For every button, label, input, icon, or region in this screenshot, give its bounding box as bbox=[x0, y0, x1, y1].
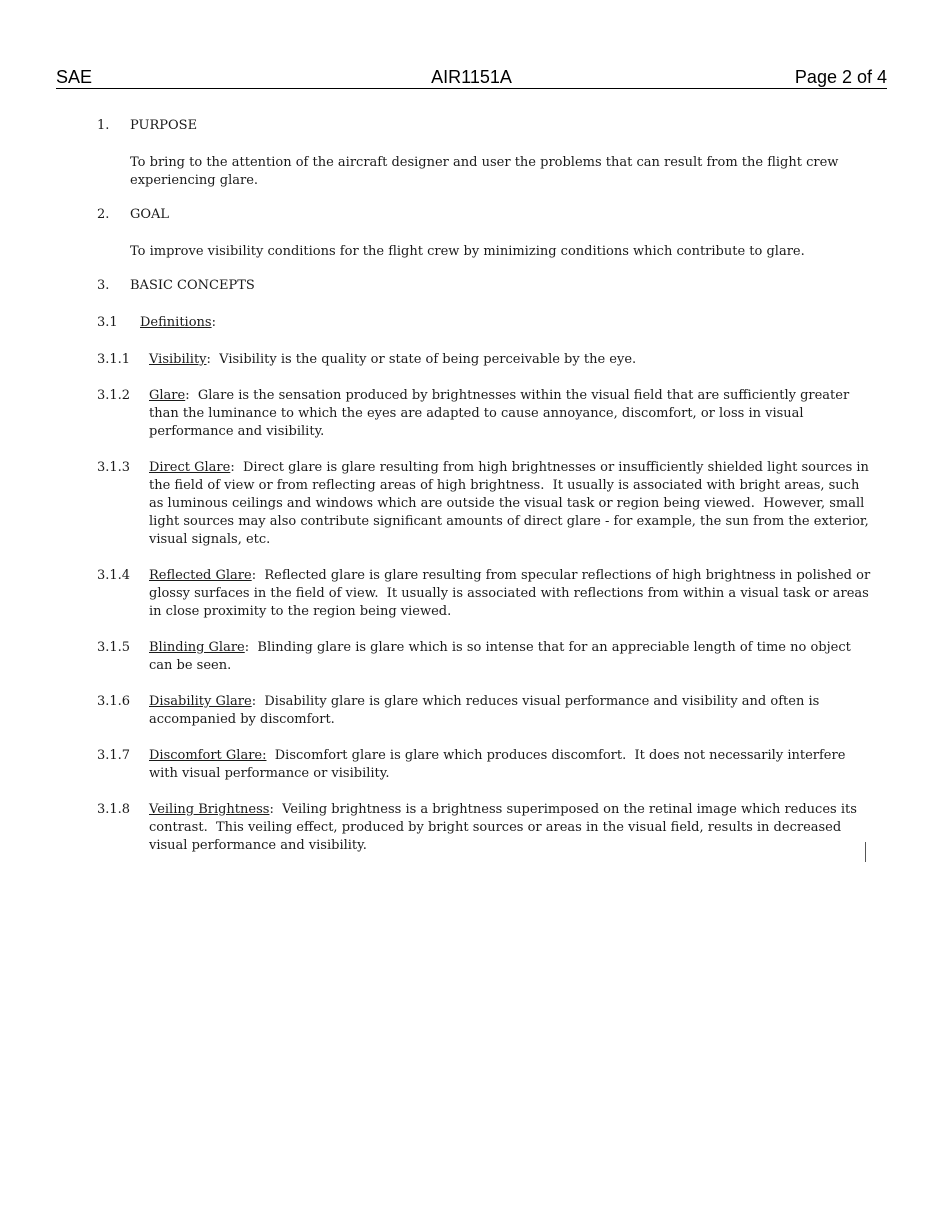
goal-text: To improve visibility conditions for the flight crew by minimizing conditions which contribute to glare. bbox=[130, 244, 805, 259]
section-number: 3.1 bbox=[97, 315, 118, 330]
definition-term: Visibility bbox=[149, 352, 207, 367]
definition-term: Glare bbox=[149, 388, 186, 403]
definition-term: Blinding Glare bbox=[149, 640, 245, 655]
header-org: SAE bbox=[56, 67, 93, 87]
definitions-colon: : bbox=[211, 315, 216, 330]
section-title bbox=[140, 314, 216, 332]
definition-separator: : bbox=[206, 352, 211, 367]
definition-body bbox=[149, 639, 871, 675]
definition-text: Blinding glare is glare which is so intense that for an appreciable length of time no object can be seen. bbox=[149, 640, 855, 673]
header-page-number: Page 2 of 4 bbox=[794, 67, 887, 87]
definition-text: Veiling brightness is a brightness superimposed on the retinal image which reduces its contrast. This veiling effect, produced by bright sources or areas in the visual field, results in decreased visual performance and visibility. bbox=[149, 802, 862, 853]
definition-number: 3.1.4 bbox=[97, 568, 131, 583]
section-number: 2. bbox=[97, 207, 110, 222]
definition-number: 3.1.6 bbox=[97, 694, 131, 709]
definition-separator: : bbox=[244, 640, 250, 655]
revision-bar bbox=[865, 842, 866, 862]
definition-text: Reflected glare is glare resulting from specular reflections of high brightness in polished or glossy surfaces in the field of view. It usually is associated with reflections from within a visual task or areas in close proximity to the region being viewed. bbox=[149, 568, 875, 619]
definition-body bbox=[149, 459, 874, 549]
definition-number: 3.1.3 bbox=[97, 460, 131, 475]
section-title: PURPOSE bbox=[130, 118, 198, 133]
section-title: GOAL bbox=[130, 207, 170, 222]
definition-term: Veiling Brightness bbox=[149, 802, 270, 817]
definition-body bbox=[149, 387, 871, 441]
definition-number: 3.1.2 bbox=[97, 388, 131, 403]
definition-separator: : bbox=[185, 388, 190, 403]
section-number: 1. bbox=[97, 118, 110, 133]
definition-term: Direct Glare bbox=[149, 460, 231, 475]
definition-text: Disability glare is glare which reduces visual performance and visibility and often is accompanied by discomfort. bbox=[149, 694, 824, 727]
definition-number: 3.1.1 bbox=[97, 352, 131, 367]
definitions-heading: Definitions bbox=[140, 315, 212, 330]
section-number: 3. bbox=[97, 278, 110, 293]
definition-term: Discomfort Glare: bbox=[149, 748, 267, 763]
definition-separator: : bbox=[251, 568, 257, 583]
definition-text: Glare is the sensation produced by brightnesses within the visual field that are sufficiently greater than the luminance to which the eyes are adapted to cause annoyance, discomfort, or loss in visual performance and visibility. bbox=[149, 388, 854, 439]
definition-number: 3.1.8 bbox=[97, 802, 131, 817]
definition-body bbox=[149, 693, 871, 729]
definition-term: Disability Glare bbox=[149, 694, 252, 709]
definition-body bbox=[149, 351, 871, 369]
definition-separator: : bbox=[269, 802, 274, 817]
definition-number: 3.1.7 bbox=[97, 748, 131, 763]
definition-separator: : bbox=[251, 694, 257, 709]
definition-number: 3.1.5 bbox=[97, 640, 131, 655]
definition-body bbox=[149, 567, 875, 621]
definition-text: Visibility is the quality or state of being perceivable by the eye. bbox=[210, 352, 637, 367]
definition-body bbox=[149, 801, 871, 855]
definition-body bbox=[149, 747, 871, 783]
definition-text: Direct glare is glare resulting from high brightnesses or insufficiently shielded light sources in the field of view or from reflecting areas of high brightness. It usually is associated with bright areas, such as luminous ceilings and windows which are outside the visual task or region being viewed. However, small light sources may also contribute significant amounts of direct glare - for example, the sun from the exterior, visual signals, etc. bbox=[149, 460, 874, 547]
definition-text: Discomfort glare is glare which produces discomfort. It does not necessarily interfere with visual performance or visibility. bbox=[149, 748, 850, 781]
definition-term: Reflected Glare bbox=[149, 568, 252, 583]
definition-separator: : bbox=[230, 460, 235, 475]
purpose-text: To bring to the attention of the aircraft designer and user the problems that can result from the flight crew experiencing glare. bbox=[130, 155, 839, 188]
section-title: BASIC CONCEPTS bbox=[130, 278, 255, 293]
page-header bbox=[56, 66, 887, 89]
header-doc-id: AIR1151A bbox=[431, 67, 512, 87]
